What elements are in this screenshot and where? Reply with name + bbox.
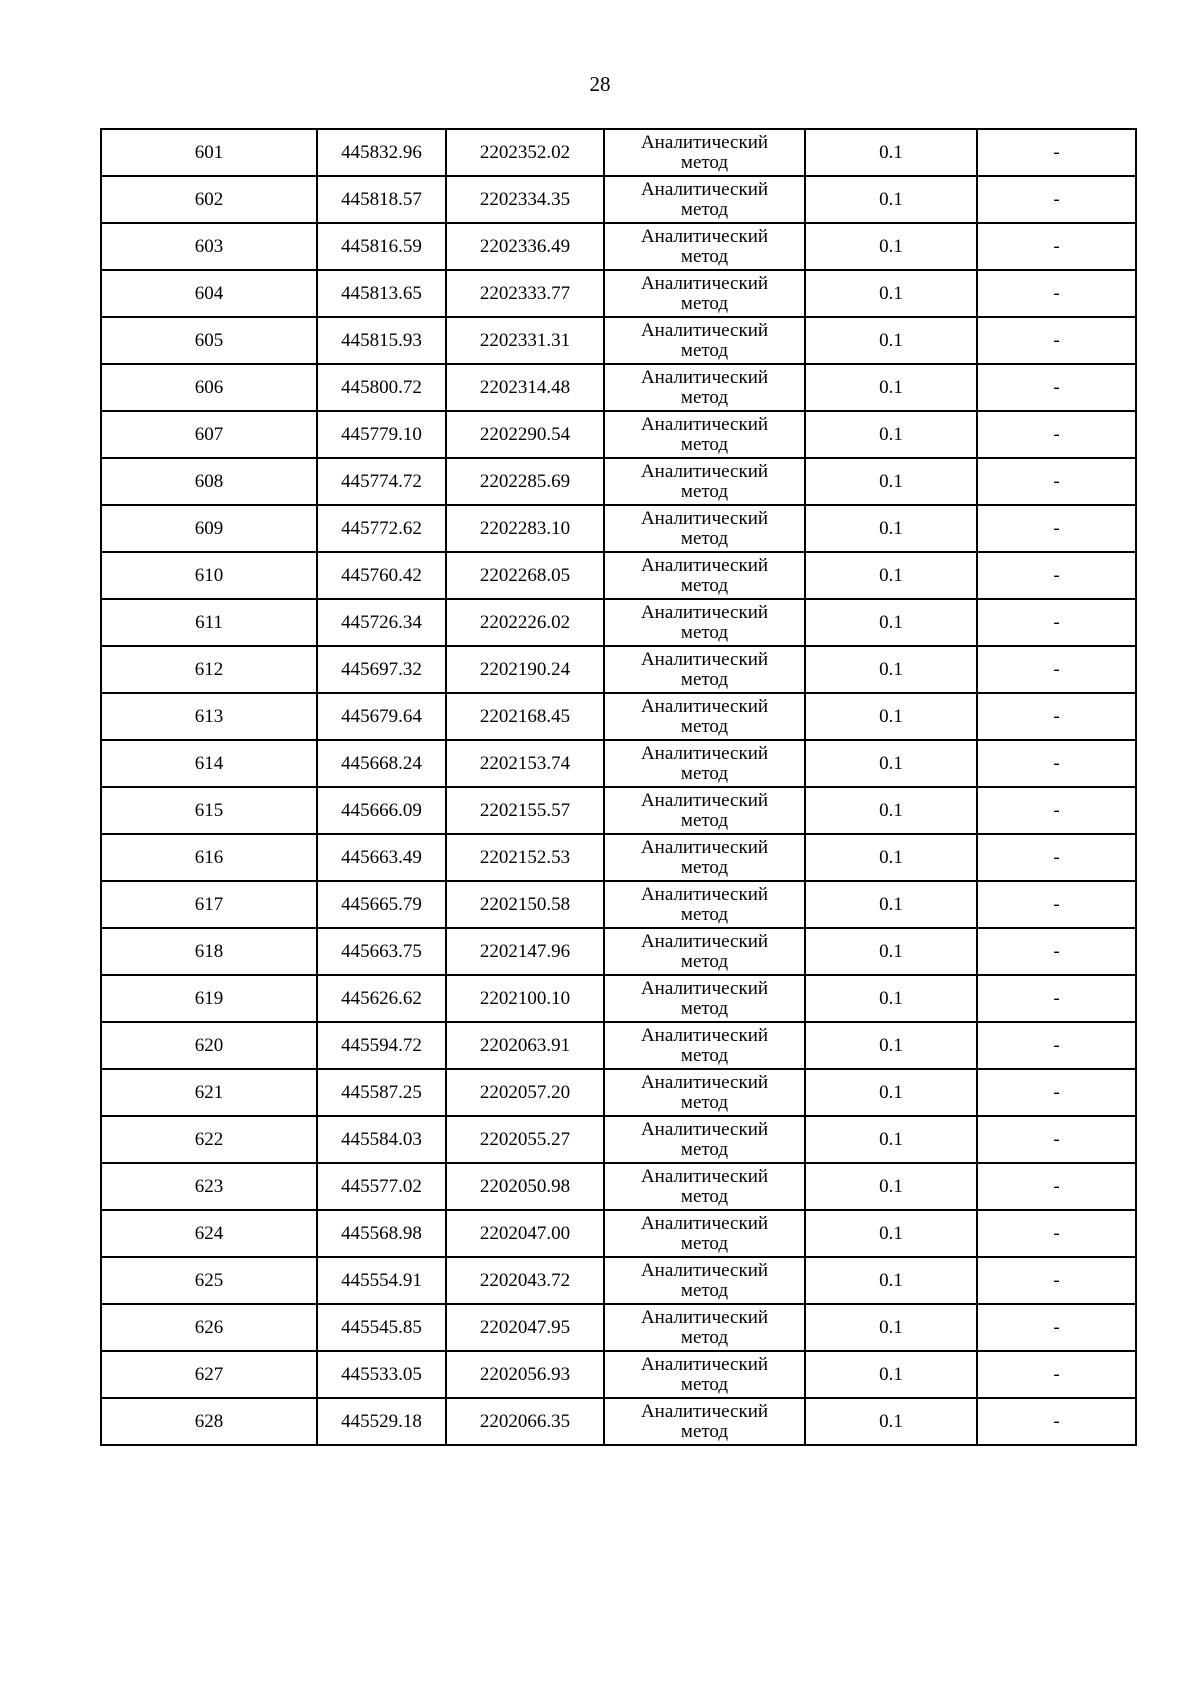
x-coordinate-cell: 445779.10 (317, 411, 446, 458)
note-cell: - (977, 505, 1136, 552)
table-row (101, 928, 1136, 975)
x-coordinate-cell: 445568.98 (317, 1210, 446, 1257)
y-coordinate-cell: 2202050.98 (446, 1163, 604, 1210)
note-cell: - (977, 693, 1136, 740)
note-cell: - (977, 129, 1136, 176)
note-cell: - (977, 1257, 1136, 1304)
table-row (101, 223, 1136, 270)
point-number-cell: 625 (101, 1257, 317, 1304)
method-line-2: метод (680, 668, 729, 690)
method-line-1: Аналитический (640, 272, 769, 294)
method-line-2: метод (680, 1044, 729, 1066)
method-line-1: Аналитический (640, 930, 769, 952)
method-cell (604, 364, 805, 411)
table-row (101, 1210, 1136, 1257)
method-line-2: метод (680, 621, 729, 643)
accuracy-cell: 0.1 (805, 1351, 977, 1398)
method-line-1: Аналитический (640, 601, 769, 623)
table-row (101, 740, 1136, 787)
method-line-2: метод (680, 950, 729, 972)
method-cell (604, 834, 805, 881)
accuracy-cell: 0.1 (805, 1304, 977, 1351)
method-cell (604, 1398, 805, 1445)
method-cell (604, 599, 805, 646)
note-cell: - (977, 881, 1136, 928)
accuracy-cell: 0.1 (805, 881, 977, 928)
method-cell (604, 1163, 805, 1210)
y-coordinate-cell: 2202056.93 (446, 1351, 604, 1398)
y-coordinate-cell: 2202226.02 (446, 599, 604, 646)
y-coordinate-cell: 2202150.58 (446, 881, 604, 928)
method-line-1: Аналитический (640, 1118, 769, 1140)
method-line-1: Аналитический (640, 1165, 769, 1187)
accuracy-cell: 0.1 (805, 1022, 977, 1069)
note-cell: - (977, 834, 1136, 881)
accuracy-cell: 0.1 (805, 1210, 977, 1257)
method-line-1: Аналитический (640, 648, 769, 670)
note-cell: - (977, 1351, 1136, 1398)
note-cell: - (977, 270, 1136, 317)
method-line-1: Аналитический (640, 1259, 769, 1281)
method-line-2: метод (680, 245, 729, 267)
method-line-2: метод (680, 715, 729, 737)
point-number-cell: 613 (101, 693, 317, 740)
point-number-cell: 611 (101, 599, 317, 646)
method-line-1: Аналитический (640, 507, 769, 529)
note-cell: - (977, 176, 1136, 223)
point-number-cell: 624 (101, 1210, 317, 1257)
table-row (101, 129, 1136, 176)
accuracy-cell: 0.1 (805, 317, 977, 364)
x-coordinate-cell: 445815.93 (317, 317, 446, 364)
x-coordinate-cell: 445663.75 (317, 928, 446, 975)
method-line-2: метод (680, 1373, 729, 1395)
point-number-cell: 607 (101, 411, 317, 458)
y-coordinate-cell: 2202352.02 (446, 129, 604, 176)
method-cell (604, 1257, 805, 1304)
method-line-2: метод (680, 527, 729, 549)
y-coordinate-cell: 2202155.57 (446, 787, 604, 834)
method-line-1: Аналитический (640, 1400, 769, 1422)
point-number-cell: 626 (101, 1304, 317, 1351)
point-number-cell: 614 (101, 740, 317, 787)
method-line-2: метод (680, 292, 729, 314)
y-coordinate-cell: 2202055.27 (446, 1116, 604, 1163)
accuracy-cell: 0.1 (805, 176, 977, 223)
note-cell: - (977, 1022, 1136, 1069)
table-row (101, 411, 1136, 458)
note-cell: - (977, 1304, 1136, 1351)
point-number-cell: 612 (101, 646, 317, 693)
note-cell: - (977, 364, 1136, 411)
point-number-cell: 620 (101, 1022, 317, 1069)
point-number-cell: 606 (101, 364, 317, 411)
table-row (101, 834, 1136, 881)
x-coordinate-cell: 445529.18 (317, 1398, 446, 1445)
point-number-cell: 605 (101, 317, 317, 364)
method-cell (604, 317, 805, 364)
y-coordinate-cell: 2202047.00 (446, 1210, 604, 1257)
method-line-1: Аналитический (640, 1071, 769, 1093)
accuracy-cell: 0.1 (805, 693, 977, 740)
method-line-2: метод (680, 151, 729, 173)
method-line-1: Аналитический (640, 1212, 769, 1234)
y-coordinate-cell: 2202333.77 (446, 270, 604, 317)
accuracy-cell: 0.1 (805, 411, 977, 458)
note-cell: - (977, 599, 1136, 646)
x-coordinate-cell: 445577.02 (317, 1163, 446, 1210)
method-line-2: метод (680, 1326, 729, 1348)
point-number-cell: 615 (101, 787, 317, 834)
method-cell (604, 223, 805, 270)
table-row (101, 176, 1136, 223)
x-coordinate-cell: 445663.49 (317, 834, 446, 881)
table-row (101, 458, 1136, 505)
note-cell: - (977, 740, 1136, 787)
accuracy-cell: 0.1 (805, 928, 977, 975)
method-line-1: Аналитический (640, 460, 769, 482)
accuracy-cell: 0.1 (805, 1163, 977, 1210)
method-line-2: метод (680, 433, 729, 455)
method-line-2: метод (680, 480, 729, 502)
table-row (101, 646, 1136, 693)
method-cell (604, 881, 805, 928)
x-coordinate-cell: 445818.57 (317, 176, 446, 223)
point-number-cell: 609 (101, 505, 317, 552)
method-cell (604, 1351, 805, 1398)
table-row (101, 787, 1136, 834)
method-line-2: метод (680, 1091, 729, 1113)
point-number-cell: 619 (101, 975, 317, 1022)
point-number-cell: 616 (101, 834, 317, 881)
method-line-1: Аналитический (640, 789, 769, 811)
table-row (101, 1257, 1136, 1304)
y-coordinate-cell: 2202331.31 (446, 317, 604, 364)
coordinates-table (100, 128, 1137, 1446)
y-coordinate-cell: 2202043.72 (446, 1257, 604, 1304)
page-number: 28 (589, 72, 611, 96)
table-row (101, 1304, 1136, 1351)
method-cell (604, 1210, 805, 1257)
method-cell (604, 552, 805, 599)
method-cell (604, 176, 805, 223)
table-row (101, 693, 1136, 740)
note-cell: - (977, 1398, 1136, 1445)
y-coordinate-cell: 2202147.96 (446, 928, 604, 975)
x-coordinate-cell: 445545.85 (317, 1304, 446, 1351)
y-coordinate-cell: 2202063.91 (446, 1022, 604, 1069)
point-number-cell: 618 (101, 928, 317, 975)
method-cell (604, 1022, 805, 1069)
x-coordinate-cell: 445832.96 (317, 129, 446, 176)
method-line-2: метод (680, 386, 729, 408)
method-line-2: метод (680, 856, 729, 878)
table-row (101, 599, 1136, 646)
table-row (101, 1069, 1136, 1116)
method-cell (604, 270, 805, 317)
method-line-1: Аналитический (640, 883, 769, 905)
y-coordinate-cell: 2202290.54 (446, 411, 604, 458)
method-cell (604, 693, 805, 740)
y-coordinate-cell: 2202152.53 (446, 834, 604, 881)
x-coordinate-cell: 445554.91 (317, 1257, 446, 1304)
x-coordinate-cell: 445816.59 (317, 223, 446, 270)
accuracy-cell: 0.1 (805, 270, 977, 317)
table-row (101, 1398, 1136, 1445)
method-cell (604, 411, 805, 458)
method-line-2: метод (680, 1138, 729, 1160)
y-coordinate-cell: 2202168.45 (446, 693, 604, 740)
x-coordinate-cell: 445760.42 (317, 552, 446, 599)
method-cell (604, 646, 805, 693)
accuracy-cell: 0.1 (805, 552, 977, 599)
point-number-cell: 601 (101, 129, 317, 176)
y-coordinate-cell: 2202336.49 (446, 223, 604, 270)
accuracy-cell: 0.1 (805, 364, 977, 411)
x-coordinate-cell: 445697.32 (317, 646, 446, 693)
y-coordinate-cell: 2202268.05 (446, 552, 604, 599)
table-row (101, 975, 1136, 1022)
method-line-1: Аналитический (640, 695, 769, 717)
method-line-2: метод (680, 762, 729, 784)
point-number-cell: 623 (101, 1163, 317, 1210)
y-coordinate-cell: 2202100.10 (446, 975, 604, 1022)
x-coordinate-cell: 445584.03 (317, 1116, 446, 1163)
x-coordinate-cell: 445679.64 (317, 693, 446, 740)
point-number-cell: 627 (101, 1351, 317, 1398)
y-coordinate-cell: 2202153.74 (446, 740, 604, 787)
method-cell (604, 975, 805, 1022)
table-row (101, 881, 1136, 928)
table-row (101, 505, 1136, 552)
note-cell: - (977, 1116, 1136, 1163)
x-coordinate-cell: 445668.24 (317, 740, 446, 787)
method-line-1: Аналитический (640, 319, 769, 341)
accuracy-cell: 0.1 (805, 1069, 977, 1116)
y-coordinate-cell: 2202190.24 (446, 646, 604, 693)
point-number-cell: 622 (101, 1116, 317, 1163)
point-number-cell: 610 (101, 552, 317, 599)
method-line-2: метод (680, 574, 729, 596)
x-coordinate-cell: 445626.62 (317, 975, 446, 1022)
note-cell: - (977, 1210, 1136, 1257)
accuracy-cell: 0.1 (805, 599, 977, 646)
note-cell: - (977, 411, 1136, 458)
accuracy-cell: 0.1 (805, 646, 977, 693)
x-coordinate-cell: 445800.72 (317, 364, 446, 411)
method-cell (604, 458, 805, 505)
note-cell: - (977, 458, 1136, 505)
accuracy-cell: 0.1 (805, 129, 977, 176)
table-body (101, 129, 1136, 1445)
method-line-2: метод (680, 903, 729, 925)
note-cell: - (977, 1069, 1136, 1116)
method-line-1: Аналитический (640, 1306, 769, 1328)
point-number-cell: 604 (101, 270, 317, 317)
method-cell (604, 505, 805, 552)
note-cell: - (977, 975, 1136, 1022)
x-coordinate-cell: 445594.72 (317, 1022, 446, 1069)
note-cell: - (977, 552, 1136, 599)
table-row (101, 1351, 1136, 1398)
table-row (101, 317, 1136, 364)
point-number-cell: 628 (101, 1398, 317, 1445)
method-cell (604, 129, 805, 176)
method-line-1: Аналитический (640, 131, 769, 153)
table-row (101, 552, 1136, 599)
point-number-cell: 608 (101, 458, 317, 505)
y-coordinate-cell: 2202047.95 (446, 1304, 604, 1351)
method-line-1: Аналитический (640, 1024, 769, 1046)
method-line-2: метод (680, 1232, 729, 1254)
x-coordinate-cell: 445774.72 (317, 458, 446, 505)
method-line-2: метод (680, 997, 729, 1019)
table-row (101, 270, 1136, 317)
point-number-cell: 603 (101, 223, 317, 270)
table-row (101, 1022, 1136, 1069)
note-cell: - (977, 317, 1136, 364)
table-row (101, 1116, 1136, 1163)
table-row (101, 1163, 1136, 1210)
method-cell (604, 1069, 805, 1116)
y-coordinate-cell: 2202057.20 (446, 1069, 604, 1116)
accuracy-cell: 0.1 (805, 1398, 977, 1445)
accuracy-cell: 0.1 (805, 223, 977, 270)
method-line-1: Аналитический (640, 413, 769, 435)
note-cell: - (977, 787, 1136, 834)
x-coordinate-cell: 445666.09 (317, 787, 446, 834)
table-row (101, 364, 1136, 411)
x-coordinate-cell: 445533.05 (317, 1351, 446, 1398)
method-line-1: Аналитический (640, 554, 769, 576)
x-coordinate-cell: 445665.79 (317, 881, 446, 928)
accuracy-cell: 0.1 (805, 740, 977, 787)
point-number-cell: 602 (101, 176, 317, 223)
method-cell (604, 787, 805, 834)
note-cell: - (977, 223, 1136, 270)
y-coordinate-cell: 2202314.48 (446, 364, 604, 411)
method-line-2: метод (680, 198, 729, 220)
y-coordinate-cell: 2202066.35 (446, 1398, 604, 1445)
method-line-2: метод (680, 339, 729, 361)
x-coordinate-cell: 445587.25 (317, 1069, 446, 1116)
note-cell: - (977, 928, 1136, 975)
method-line-1: Аналитический (640, 225, 769, 247)
accuracy-cell: 0.1 (805, 1257, 977, 1304)
note-cell: - (977, 646, 1136, 693)
note-cell: - (977, 1163, 1136, 1210)
method-line-1: Аналитический (640, 178, 769, 200)
method-line-2: метод (680, 1185, 729, 1207)
point-number-cell: 617 (101, 881, 317, 928)
x-coordinate-cell: 445813.65 (317, 270, 446, 317)
method-cell (604, 740, 805, 787)
x-coordinate-cell: 445726.34 (317, 599, 446, 646)
accuracy-cell: 0.1 (805, 1116, 977, 1163)
x-coordinate-cell: 445772.62 (317, 505, 446, 552)
accuracy-cell: 0.1 (805, 505, 977, 552)
method-cell (604, 1116, 805, 1163)
method-line-1: Аналитический (640, 366, 769, 388)
method-cell (604, 1304, 805, 1351)
method-cell (604, 928, 805, 975)
method-line-1: Аналитический (640, 1353, 769, 1375)
method-line-2: метод (680, 1420, 729, 1442)
y-coordinate-cell: 2202334.35 (446, 176, 604, 223)
accuracy-cell: 0.1 (805, 787, 977, 834)
method-line-1: Аналитический (640, 836, 769, 858)
method-line-1: Аналитический (640, 742, 769, 764)
accuracy-cell: 0.1 (805, 458, 977, 505)
point-number-cell: 621 (101, 1069, 317, 1116)
accuracy-cell: 0.1 (805, 975, 977, 1022)
y-coordinate-cell: 2202285.69 (446, 458, 604, 505)
method-line-2: метод (680, 809, 729, 831)
method-line-2: метод (680, 1279, 729, 1301)
y-coordinate-cell: 2202283.10 (446, 505, 604, 552)
method-line-1: Аналитический (640, 977, 769, 999)
accuracy-cell: 0.1 (805, 834, 977, 881)
